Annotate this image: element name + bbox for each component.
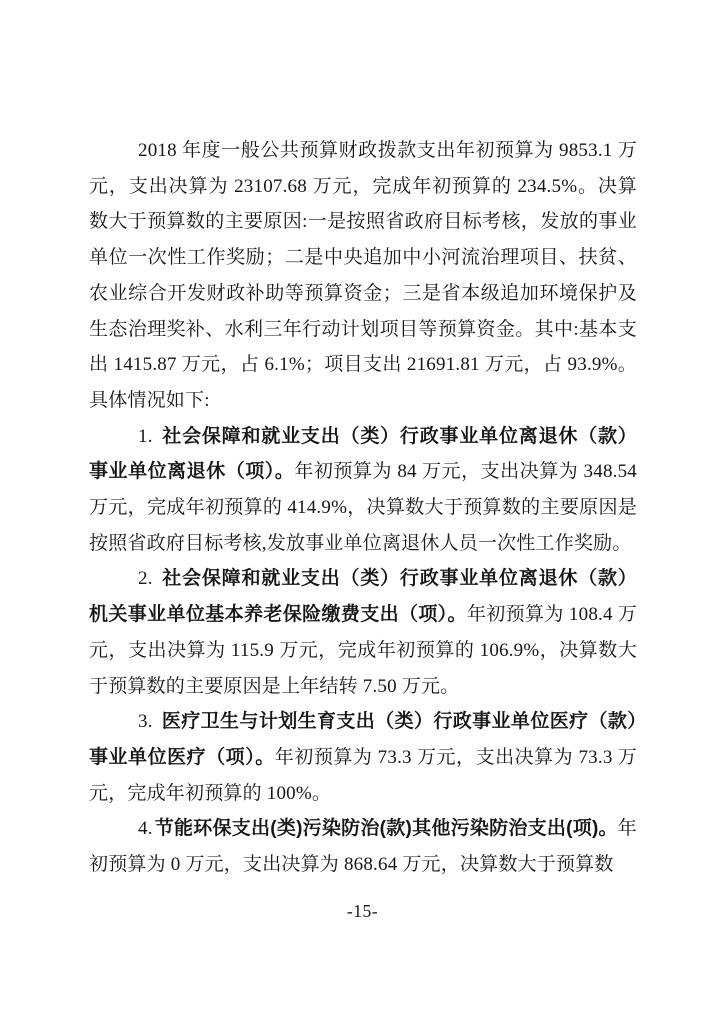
intro-paragraph — [89, 133, 637, 419]
item-2-heading: 社会保障和就业支出（类）行政事业单位离退休（款）机关事业单位基本养老保险缴费支出（项）。 — [89, 568, 637, 626]
item-2-number: 2. — [138, 568, 153, 590]
item-3-body: 年初预算为 73.3 万元，支出决算为 73.3 万元，完成年初预算的 100%。 — [89, 746, 637, 804]
item-4-number: 4. — [138, 818, 153, 840]
item-1-heading: 社会保障和就业支出（类）行政事业单位离退休（款）事业单位离退休（项）。 — [89, 425, 637, 483]
item-3-number: 3. — [138, 711, 153, 733]
page-number: -15- — [346, 901, 379, 921]
budget-item-4 — [89, 811, 637, 882]
intro-text: 2018 年度一般公共预算财政拨款支出年初预算为 9853.1 万元，支出决算为 23107.68 万元，完成年初预算的 234.5%。决算数大于预算数的主要原因:一是按照省政府目标考核，发放的事业单位一次性工作奖励；二是中央追加中小河流治理项目、扶贫、农业综合开发财政补助等预算资金；三是省本级追加环境保护及生态治理奖补、水利三年行动计划项目等预算资金。其中:基本支出 1415.87 万元，占 6.1%；项目支出 21691.81 万元，占 93.9%。具体情况如下: — [89, 140, 637, 411]
item-3-heading: 医疗卫生与计划生育支出（类）行政事业单位医疗（款）事业单位医疗（项）。 — [89, 711, 637, 768]
item-1-body: 年初预算为 84 万元，支出决算为 348.54 万元，完成年初预算的 414.9%，决算数大于预算数的主要原因是按照省政府目标考核,发放事业单位离退休人员一次性工作奖励。 — [89, 461, 637, 554]
item-4-body: 年初预算为 0 万元，支出决算为 868.64 万元，决算数大于预算数 — [89, 818, 637, 876]
budget-item-3 — [89, 704, 637, 811]
budget-item-2 — [89, 561, 637, 704]
item-1-number: 1. — [138, 425, 153, 447]
item-4-heading: 节能环保支出(类)污染防治(款)其他污染防治支出(项)。 — [154, 818, 618, 840]
document-body — [89, 133, 637, 883]
item-2-body: 年初预算为 108.4 万元，支出决算为 115.9 万元，完成年初预算的 106.9%，决算数大于预算数的主要原因是上年结转 7.50 万元。 — [89, 604, 637, 697]
budget-item-1 — [89, 419, 637, 562]
